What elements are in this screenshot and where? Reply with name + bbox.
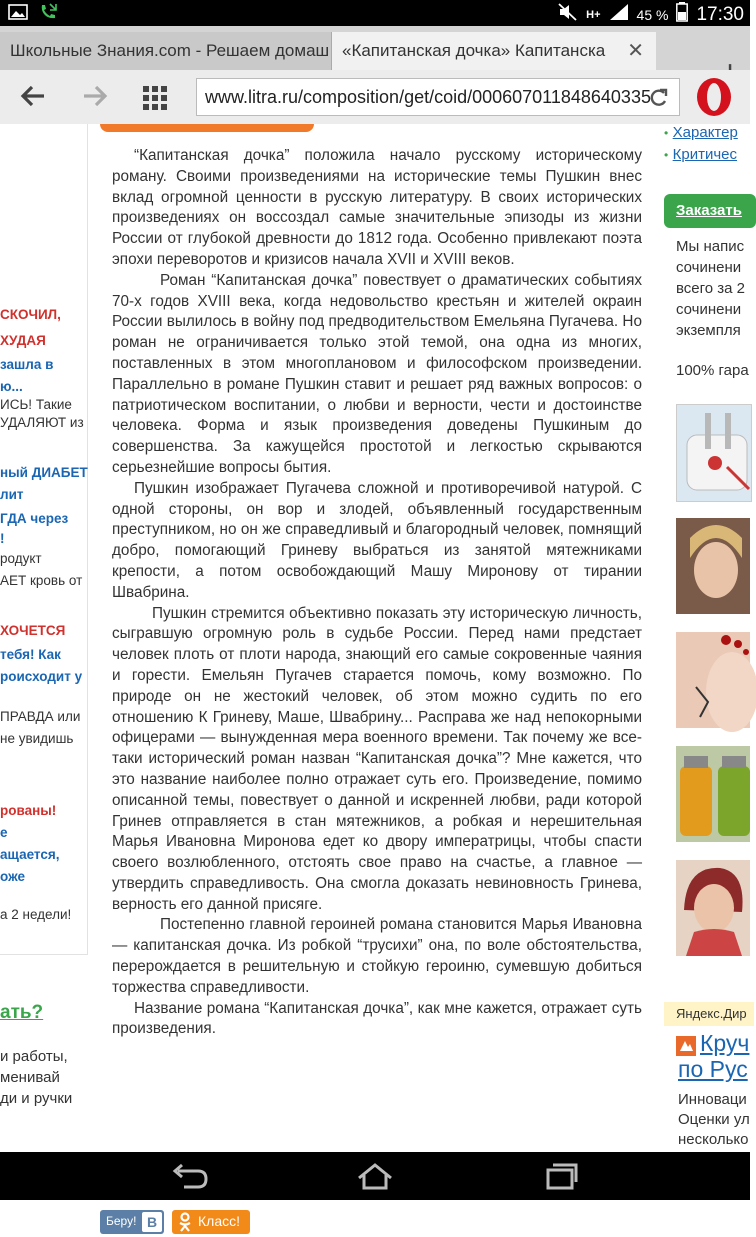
ad-thumbnail-lady[interactable] (676, 860, 750, 956)
article-text (112, 146, 642, 1040)
promo-line: всего за 2 (676, 280, 746, 297)
related-link[interactable]: Характер (672, 124, 738, 141)
left-ad-text (0, 1046, 72, 1109)
promo-text (676, 236, 745, 341)
tab-label: Школьные Знания.com - Решаем домаш (10, 41, 330, 60)
web-page (0, 124, 750, 1230)
nav-home-icon[interactable] (355, 1162, 395, 1190)
related-link-item[interactable]: • Характер (664, 124, 738, 141)
yandex-ad-text (678, 1090, 750, 1150)
left-ad-item[interactable]: ю... (0, 379, 23, 394)
left-ad-item[interactable]: рованы! (0, 803, 57, 818)
left-ad-item[interactable]: лит (0, 487, 24, 502)
related-links (664, 124, 738, 168)
article-paragraph: “Капитанская дочка” положила начало русскому историческому роману. Своими произведениями на исторические темы Пушкин внес вклад огромной ценности в русскую литературу. В своих исторических произведениях он воссоздал самые значительные эпизоды из жизни России от глубокой древности до 1812 года. Особенно привлекают поэта эпохи переворотов и кризисов начала XVII и XVIII веков. (112, 147, 642, 268)
orange-banner-edge (100, 124, 314, 132)
left-ad-item[interactable]: тебя! Как (0, 647, 61, 662)
url-text: www.litra.ru/composition/get/coid/000607011848640335 (205, 87, 651, 107)
left-ad-column (0, 124, 88, 955)
ad-thumbnail-socket[interactable] (676, 404, 752, 502)
tab-kapitanskaya-dochka[interactable] (332, 32, 656, 70)
left-ad-line: менивай (0, 1069, 60, 1086)
article-paragraph: Постепенно главной героиней романа становится Марья Ивановна — капитанская дочка. Из робкой “трусихи” она, по воле обстоятельства, перерождается в решительную и стойкую героиню, сумевшую добиться торжества справедливости. (112, 916, 642, 996)
order-button[interactable]: Заказать (664, 194, 756, 228)
opera-logo-icon[interactable] (694, 77, 734, 117)
arrow-left-icon (18, 78, 48, 114)
vk-share-button[interactable] (100, 1210, 164, 1234)
left-ad-item[interactable]: роисходит у (0, 669, 83, 684)
left-ad-item[interactable]: АЕТ кровь от (0, 573, 83, 588)
android-nav-bar (0, 1152, 750, 1200)
back-button[interactable] (18, 78, 48, 123)
speed-dial-button[interactable] (142, 84, 168, 120)
vk-share-label: Беру! (106, 1214, 137, 1228)
ok-share-label: Класс! (198, 1213, 240, 1229)
left-ad-link[interactable]: ать? (0, 1002, 44, 1023)
mute-icon (558, 3, 578, 26)
nav-recents-icon[interactable] (540, 1162, 580, 1190)
left-ad-item[interactable]: зашла в (0, 357, 54, 372)
promo-line: сочинени (676, 301, 742, 318)
article-paragraph: Пушкин стремится объективно показать эту историческую личность, сыгравшую огромную роль в судьбе России. Перед нами предстает человек плоть от плоти народа, знающий его самые сокровенные чаяния и горести. Емельян Пугачев старается помочь, кому возможно. По природе он не жестокий человек, об этом можно судить по его отношению К Гриневу, Маше, Швабрину... Расправа же над непокорными офицерами — вынужденная мера военного времени. Так почему же все-таки исторический роман назван “Капитанская дочка”? Мне кажется, что это название наиболее полно отражает суть его. Произведение, помимо описанной темы, повествует о данной и искренней любви, ради которой Гринев отправляется в стан мятежников, а робкая и нерешительная Марья Ивановна Миронова едет ко двору императрицы, чтобы спасти своего возлюбленного, отстоять свое право на счастье, а главное — утвердить справедливость. Она смогла доказать невиновность Гринева, верность его данной присяге. (112, 604, 642, 913)
promo-line: сочинени (676, 259, 742, 276)
vk-icon: B (142, 1212, 162, 1232)
yandex-ad-title[interactable] (700, 1030, 749, 1056)
left-ad-item[interactable]: ащается, (0, 847, 60, 862)
image-notification-icon (8, 4, 28, 25)
left-ad-item[interactable]: ХУДАЯ (0, 333, 46, 348)
tab-label: «Капитанская дочка» Капитанска (342, 41, 606, 60)
promo-line: экземпля (676, 322, 741, 339)
ad-thumbnail-jars[interactable] (676, 746, 750, 842)
network-type-icon: H+ (586, 8, 601, 21)
yandex-ad-title-2[interactable]: по Рус (678, 1056, 748, 1082)
battery-percent: 45 % (636, 6, 669, 23)
left-ad-item[interactable]: а 2 недели! (0, 907, 72, 922)
yandex-ad-text-line: несколько (678, 1131, 749, 1148)
article-paragraph: Название романа “Капитанская дочка”, как мне кажется, отражает суть произведения. (112, 999, 642, 1038)
left-ad-item[interactable]: СКОЧИЛ, (0, 307, 61, 322)
left-ad-item[interactable]: не увидишь (0, 731, 74, 746)
left-ad-item[interactable]: оже (0, 869, 25, 884)
related-link-item[interactable]: • Критичес (664, 146, 738, 163)
left-ad-item[interactable]: е (0, 825, 8, 840)
ad-thumbnail-feet[interactable] (676, 632, 750, 728)
forward-button[interactable] (80, 78, 110, 123)
clock: 17:30 (696, 3, 744, 25)
battery-icon (676, 2, 688, 27)
left-ad-item[interactable]: УДАЛЯЮТ из (0, 415, 84, 430)
promo-line: Мы напис (676, 238, 745, 255)
related-link[interactable]: Критичес (672, 146, 738, 163)
grid-icon (142, 85, 168, 111)
tab-shkolnye-znaniya[interactable] (0, 32, 332, 70)
ok-share-button[interactable] (172, 1210, 250, 1234)
guarantee-text: 100% гара (676, 362, 749, 379)
left-ad-line: ди и ручки (0, 1090, 73, 1107)
yandex-ad-text-line: Оценки ул (678, 1111, 750, 1128)
nav-back-icon[interactable] (170, 1162, 210, 1190)
yandex-ad-title-line[interactable]: Круч (700, 1030, 750, 1056)
odnoklassniki-icon (178, 1212, 192, 1237)
left-ad-line: и работы, (0, 1048, 68, 1065)
tab-bar (0, 26, 750, 70)
left-ad-item[interactable]: ХОЧЕТСЯ (0, 623, 66, 638)
address-bar[interactable] (196, 78, 680, 116)
status-bar (0, 0, 750, 26)
browser-toolbar (0, 70, 750, 125)
article-paragraph: Пушкин изображает Пугачева сложной и противоречивой натурой. С одной стороны, он вор и злодей, объявленный государственным преступником, но он же справедливый и благородный человек, помнящий добро, помогающий Гриневу выбраться из занятой мятежниками крепости, а потом освобождающий Машу Миронову от тирании Швабрина. (112, 479, 642, 601)
left-ad-item[interactable]: ! (0, 531, 5, 546)
reload-icon[interactable] (647, 79, 669, 126)
left-ad-item[interactable]: родукт (0, 551, 42, 566)
left-ad-item[interactable]: ГДА через (0, 511, 69, 526)
arrow-right-icon (80, 78, 110, 114)
signal-icon (609, 3, 629, 26)
article-paragraph: Роман “Капитанская дочка” повествует о драматических событиях 70-х годов XVIII века, когда недовольство крестьян и жителей окраин России вылилось в войну под предводительством Емельяна Пугачева. Но роман не ограничивается только этой темой, она одна из многих, поставленных в этом многоплановом и философском произведении. Параллельно в романе Пушкин ставит и решает ряд важных вопросов: о патриотическом воспитании, о любви и верности, чести и достоинстве человека. Форма и язык произведения доведены Пушкиным до совершенства. За кажущейся простотой и легкостью скрываются серьезнейшие вопросы бытия. (112, 271, 642, 476)
yandex-ad-text-line: Инноваци (678, 1091, 747, 1108)
close-tab-icon[interactable]: ✕ (627, 40, 644, 62)
phone-icon (38, 3, 58, 26)
left-ad-item[interactable]: ный ДИАБЕТ (0, 465, 88, 480)
left-ad-item[interactable]: ПРАВДА или (0, 709, 81, 724)
ad-thumbnail-woman[interactable] (676, 518, 750, 614)
left-ad-item[interactable]: ИСЬ! Такие (0, 397, 72, 412)
yandex-direct-label: Яндекс.Дир (664, 1002, 754, 1026)
right-sidebar (664, 124, 750, 1152)
